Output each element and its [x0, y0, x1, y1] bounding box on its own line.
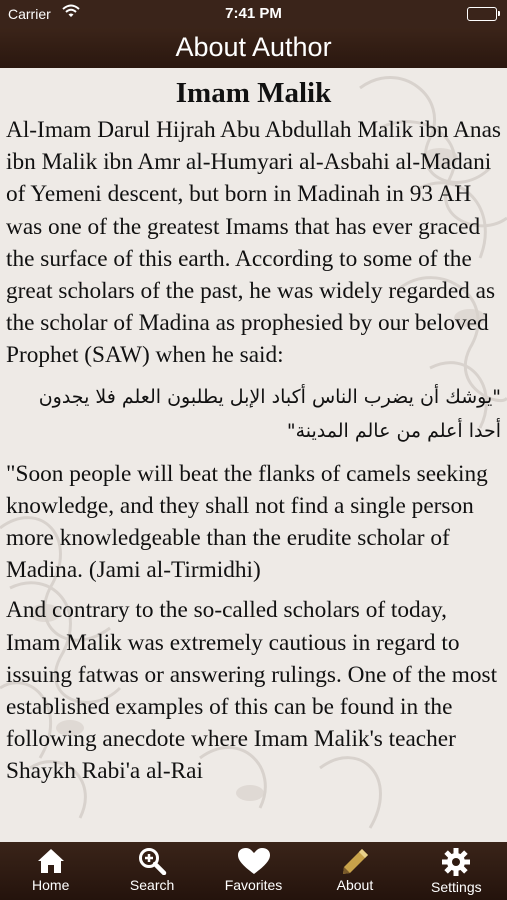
- content-scroll-view[interactable]: [0, 68, 507, 842]
- home-icon: [36, 847, 66, 875]
- battery-icon: [467, 7, 497, 21]
- page-title: About Author: [175, 32, 332, 62]
- arabic-hadith-paragraph: "يوشك أن يضرب الناس أكباد الإبل يطلبون العلم فلا يجدون أحدا أعلم من عالم المدينة": [38, 385, 501, 442]
- gear-icon: [441, 847, 471, 877]
- tab-home-label: Home: [32, 877, 70, 893]
- author-name-heading: Imam Malik: [175, 77, 332, 109]
- article-paragraph: "Soon people will beat the flanks of camels seeking knowledge, and they shall not find a single person more knowledgeable than the erudite scholar of Madina. (Jami al-Tirmidhi): [6, 460, 488, 584]
- tab-settings-label: Settings: [431, 879, 482, 895]
- article-paragraph: Al-Imam Darul Hijrah Abu Abdullah Malik ibn Anas ibn Malik ibn Amr al-Humyari al-Asbahi al-Madani of Yemeni descent, but born in Madinah in 93 AH was one of the greatest Imams that has ever graced the surface of this earth. According to some of the great scholars of the past, he was widely regarded as the scholar of Madina as prophesied by our beloved Prophet (SAW) when he said:: [6, 117, 501, 369]
- heart-icon: [237, 847, 271, 875]
- status-bar: [0, 0, 507, 28]
- tab-settings[interactable]: [406, 842, 507, 900]
- tab-favorites-label: Favorites: [224, 877, 283, 893]
- tab-search-label: Search: [129, 877, 175, 893]
- carrier-label: Carrier: [8, 6, 51, 22]
- pencil-icon: [340, 847, 370, 875]
- author-article: [0, 68, 507, 788]
- search-icon: [137, 847, 167, 875]
- tab-search[interactable]: [101, 842, 202, 900]
- tab-bar: [0, 842, 507, 900]
- tab-home[interactable]: [0, 842, 101, 900]
- tab-about-label: About: [336, 877, 374, 893]
- status-time: 7:41 PM: [225, 5, 282, 22]
- tab-favorites[interactable]: [203, 842, 304, 900]
- tab-about[interactable]: [304, 842, 405, 900]
- article-paragraph: And contrary to the so-called scholars of today, Imam Malik was extremely cautious in regard to issuing fatwas or answering rulings. One of the most established examples of this can be found in the following anecdote where Imam Malik's teacher Shaykh Rabi'a al-Rai: [6, 597, 498, 785]
- navigation-bar: [0, 28, 507, 68]
